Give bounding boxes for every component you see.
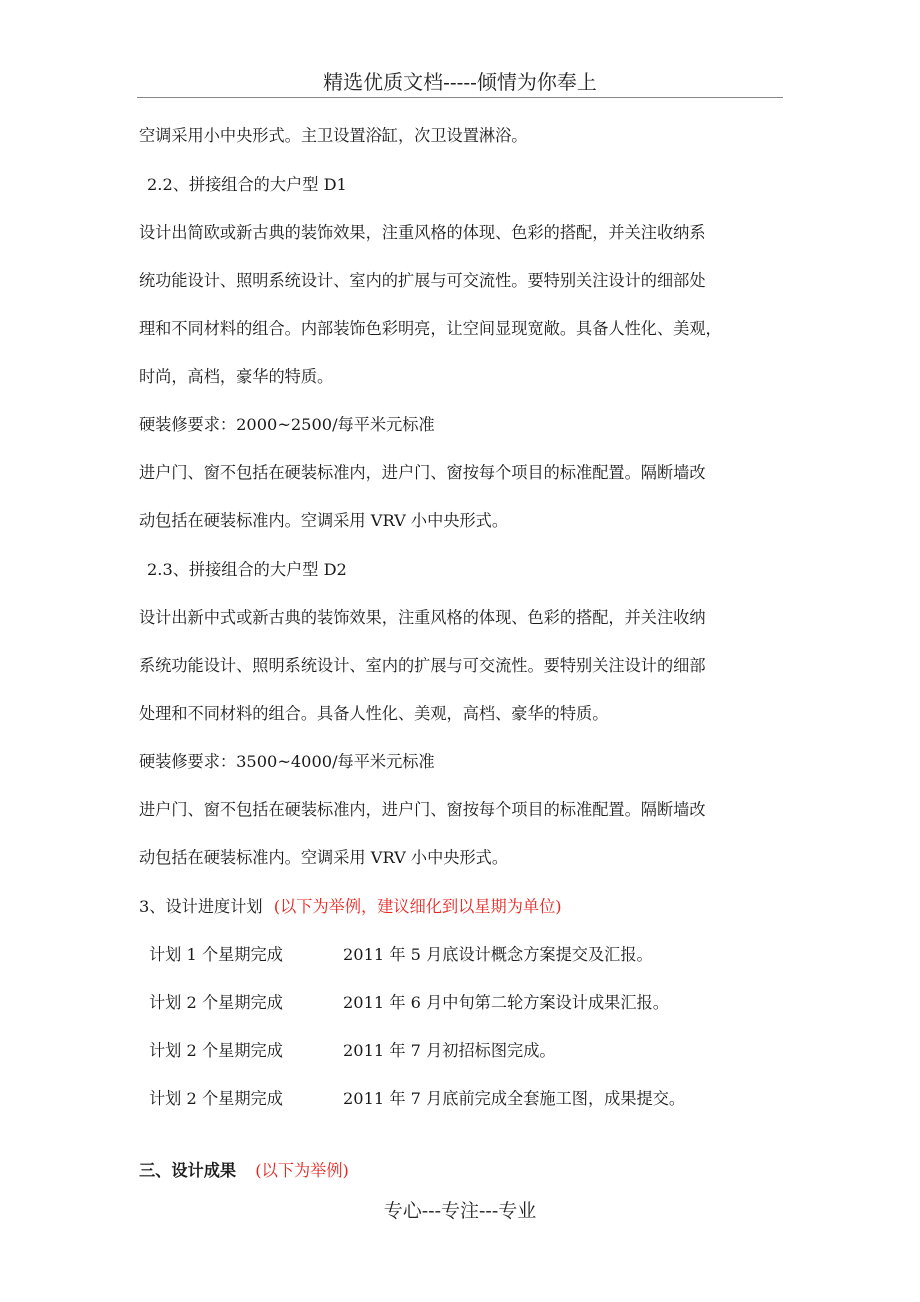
section-heading-2-3: 2.3、拼接组合的大户型 D2 (147, 560, 347, 579)
section-heading-III (139, 1160, 789, 1182)
paragraph-line: 处理和不同材料的组合。具备人性化、美观，高档、豪华的特质。 (139, 704, 609, 723)
plan-duration: 计划 2 个星期完成 (149, 993, 283, 1012)
paragraph-line: 时尚，高档，豪华的特质。 (139, 367, 334, 386)
paragraph-line: 进户门、窗不包括在硬装标准内，进户门、窗按每个项目的标准配置。隔断墙改 (139, 800, 706, 819)
paragraph-line: 系统功能设计、照明系统设计、室内的扩展与可交流性。要特别关注设计的细部 (139, 656, 706, 675)
plan-task: 2011 年 6 月中旬第二轮方案设计成果汇报。 (343, 993, 669, 1012)
hard-decoration-requirement: 硬装修要求：3500~4000/每平米元标准 (139, 752, 435, 771)
paragraph-line: 设计出简欧或新古典的装饰效果，注重风格的体现、色彩的搭配，并关注收纳系 (139, 223, 706, 242)
paragraph-line: 设计出新中式或新古典的装饰效果，注重风格的体现、色彩的搭配，并关注收纳 (139, 608, 706, 627)
plan-task: 2011 年 5 月底设计概念方案提交及汇报。 (343, 945, 653, 964)
plan-duration: 计划 1 个星期完成 (149, 945, 283, 964)
paragraph-line: 进户门、窗不包括在硬装标准内，进户门、窗按每个项目的标准配置。隔断墙改 (139, 463, 706, 482)
plan-task: 2011 年 7 月初招标图完成。 (343, 1041, 556, 1060)
paragraph-line: 统功能设计、照明系统设计、室内的扩展与可交流性。要特别关注设计的细部处 (139, 271, 706, 290)
paragraph-line: 空调采用小中央形式。主卫设置浴缸，次卫设置淋浴。 (139, 126, 528, 145)
paragraph-line: 理和不同材料的组合。内部装饰色彩明亮，让空间显现宽敞。具备人性化、美观， (139, 319, 722, 338)
section-heading-III-note: (以下为举例) (255, 1161, 349, 1180)
page-header: 精选优质文档-----倾情为你奉上 (323, 70, 597, 94)
hard-decoration-requirement: 硬装修要求：2000~2500/每平米元标准 (139, 415, 435, 434)
section-heading-3-note: (以下为举例，建议细化到以星期为单位) (273, 897, 562, 916)
section-heading-2-2: 2.2、拼接组合的大户型 D1 (147, 175, 347, 194)
header-divider (137, 97, 783, 98)
paragraph-line: 动包括在硬装标准内。空调采用 VRV 小中央形式。 (139, 848, 509, 867)
page-footer: 专心---专注---专业 (383, 1200, 537, 1222)
section-heading-3 (139, 896, 789, 918)
paragraph-line: 动包括在硬装标准内。空调采用 VRV 小中央形式。 (139, 511, 509, 530)
plan-duration: 计划 2 个星期完成 (149, 1089, 283, 1108)
plan-duration: 计划 2 个星期完成 (149, 1041, 283, 1060)
section-heading-3-title: 3、设计进度计划 (139, 897, 263, 916)
plan-task: 2011 年 7 月底前完成全套施工图，成果提交。 (343, 1089, 686, 1108)
section-heading-III-title: 三、设计成果 (139, 1161, 237, 1180)
